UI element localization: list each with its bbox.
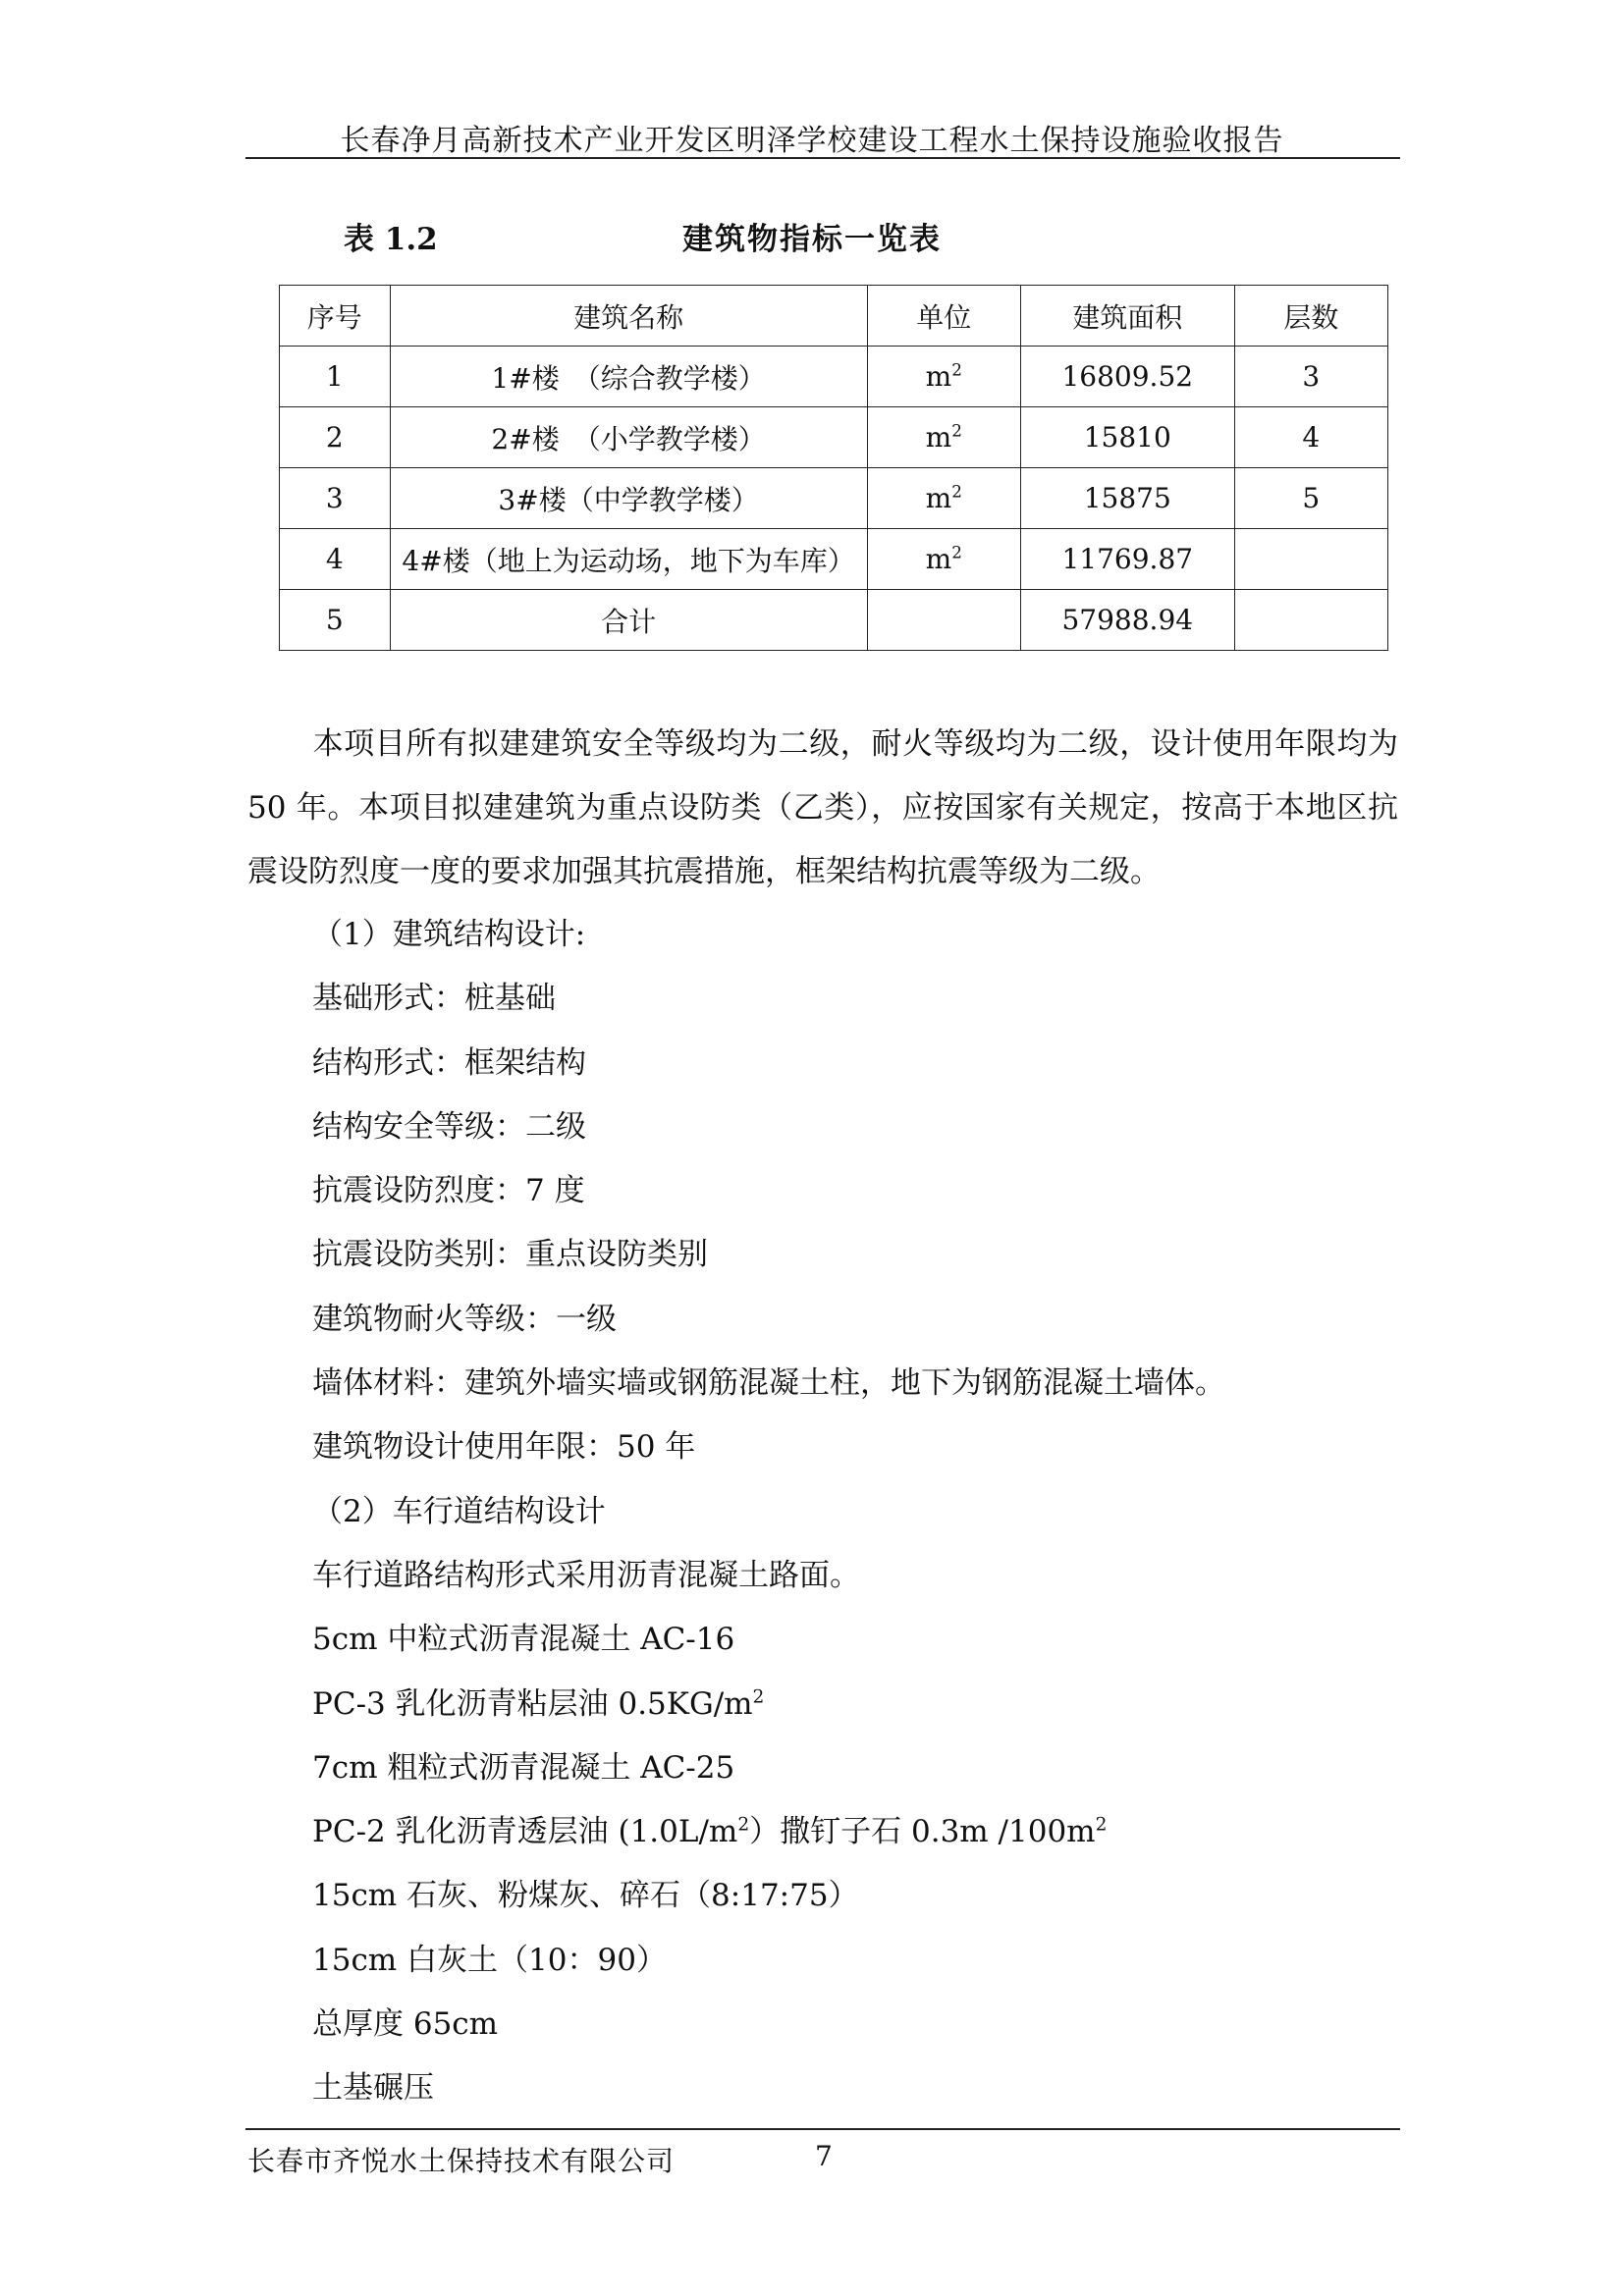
table-row [280,529,1388,590]
table-row [280,407,1388,468]
unit-superscript: 2 [951,481,962,502]
line-text: 15cm 白灰土（10：90） [312,1942,667,1978]
cell-area [1020,347,1234,407]
unit-superscript: 2 [951,359,962,380]
body-line [312,1736,1392,1800]
body-line [312,1929,1392,1993]
body-paragraph [247,713,1398,904]
body-line [312,1993,1392,2056]
cell-unit [867,590,1020,651]
cell-area-text: 16809.52 [1061,360,1194,393]
table-caption-title: 建筑物指标一览表 [682,222,942,257]
cell-no [280,407,391,468]
footer-rule [245,2128,1400,2130]
cell-name-text: 1#楼 （综合教学楼） [491,361,766,395]
cell-floors [1234,468,1387,529]
cell-floors [1234,529,1387,590]
line-text: 建筑物耐火等级：一级 [312,1301,617,1337]
cell-floors-text: 3 [1302,360,1321,393]
building-index-table [279,285,1388,651]
cell-unit-text: m [925,543,952,575]
cell-floors-text: 4 [1302,421,1321,454]
cell-area-text: 57988.94 [1061,604,1194,636]
cell-unit [867,407,1020,468]
line-text: 土基碾压 [312,2070,434,2107]
cell-unit [867,529,1020,590]
cell-name [390,347,867,407]
cell-name-text: 合计 [601,605,657,638]
line-superscript: 2 [1095,1814,1108,1836]
body-line [312,1608,1392,1672]
line-text: ）撒钉子石 0.3m /100m [749,1814,1096,1850]
line-text: （1）建筑结构设计: [312,917,586,952]
line-text: （2）车行道结构设计 [312,1493,606,1529]
cell-name-text: 4#楼（地上为运动场，地下为车库） [402,544,855,577]
body-line [312,1673,1392,1736]
line-text: PC-2 乳化沥青透层油 (1.0L/m [312,1814,738,1850]
body-line [312,967,1392,1031]
cell-floors-text: 5 [1302,482,1321,514]
table-caption-number: 表 1.2 [344,222,438,257]
cell-name [390,407,867,468]
body-line [312,1288,1392,1352]
cell-name-text: 2#楼 （小学教学楼） [491,422,766,455]
body-line [312,2056,1392,2120]
body-lines [312,903,1392,2121]
cell-unit [867,347,1020,407]
cell-no-text: 2 [325,421,344,454]
cell-no [280,529,391,590]
unit-superscript: 2 [951,420,962,441]
line-text: 建筑物设计使用年限：50 年 [312,1429,696,1466]
cell-unit-text: m [925,421,952,454]
header-title: 长春净月高新技术产业开发区明泽学校建设工程水土保持设施验收报告 [340,124,1284,158]
table-row [280,590,1388,651]
body-line [312,1223,1392,1287]
body-line [312,1480,1392,1544]
cell-name-text: 3#楼（中学教学楼） [498,483,759,516]
cell-no-text: 4 [325,543,344,575]
body-line [312,1415,1392,1479]
line-text: 结构安全等级：二级 [312,1108,586,1145]
cell-floors [1234,590,1387,651]
header-cell-no: 序号 [280,286,391,347]
line-text: 结构形式：框架结构 [312,1044,586,1081]
line-text: 总厚度 65cm [312,2006,499,2043]
line-superscript: 2 [737,1814,750,1836]
body-line [312,903,1392,967]
cell-area [1020,407,1234,468]
cell-floors [1234,407,1387,468]
cell-no-text: 5 [325,604,344,636]
body-paragraph-text: 本项目所有拟建建筑安全等级均为二级，耐火等级均为二级，设计使用年限均为 50 年。本项目拟建建筑为重点设防类（乙类），应按国家有关规定，按高于本地区抗震设防烈度一度的要求加强其抗震措施，框架结构抗震等级为二级。 [247,726,1398,889]
cell-area [1020,590,1234,651]
header-cell-area: 建筑面积 [1020,286,1234,347]
cell-name [390,590,867,651]
body-line [312,1544,1392,1608]
cell-area-text: 11769.87 [1061,543,1194,575]
cell-no-text: 1 [325,360,344,393]
cell-area-text: 15810 [1083,421,1171,454]
cell-no [280,468,391,529]
line-text: PC-3 乳化沥青粘层油 0.5KG/m [312,1685,753,1722]
line-text: 车行道路结构形式采用沥青混凝土路面。 [312,1557,860,1593]
header-cell-unit: 单位 [867,286,1020,347]
line-superscript: 2 [752,1686,765,1708]
table-row [280,347,1388,407]
header-cell-floors: 层数 [1234,286,1387,347]
cell-no-text: 3 [325,482,344,514]
cell-area [1020,468,1234,529]
table-row [280,468,1388,529]
cell-unit-text: m [925,360,952,393]
line-text: 基础形式：桩基础 [312,981,556,1017]
cell-name [390,468,867,529]
body-line [312,1800,1392,1864]
cell-no [280,347,391,407]
line-text: 墙体材料：建筑外墙实墙或钢筋混凝土柱，地下为钢筋混凝土墙体。 [312,1365,1225,1402]
page-number: 7 [815,2140,833,2172]
body-line [312,1864,1392,1928]
line-text: 抗震设防类别：重点设防类别 [312,1237,708,1273]
body-line [312,1095,1392,1159]
body-line [312,1159,1392,1223]
cell-unit-text: m [925,482,952,514]
cell-name [390,529,867,590]
line-text: 5cm 中粒式沥青混凝土 AC-16 [312,1622,735,1658]
cell-area [1020,529,1234,590]
header-cell-name: 建筑名称 [390,286,867,347]
table-header-row [280,286,1388,347]
cell-no [280,590,391,651]
line-text: 7cm 粗粒式沥青混凝土 AC-25 [312,1749,735,1786]
line-text: 15cm 石灰、粉煤灰、碎石（8:17:75） [312,1878,859,1914]
body-line [312,1032,1392,1095]
cell-area-text: 15875 [1083,482,1171,514]
footer-company: 长春市齐悦水土保持技术有限公司 [247,2145,676,2177]
cell-floors [1234,347,1387,407]
cell-unit [867,468,1020,529]
body-line [312,1352,1392,1415]
line-text: 抗震设防烈度：7 度 [312,1173,585,1209]
unit-superscript: 2 [951,542,962,562]
header-rule [245,157,1400,159]
